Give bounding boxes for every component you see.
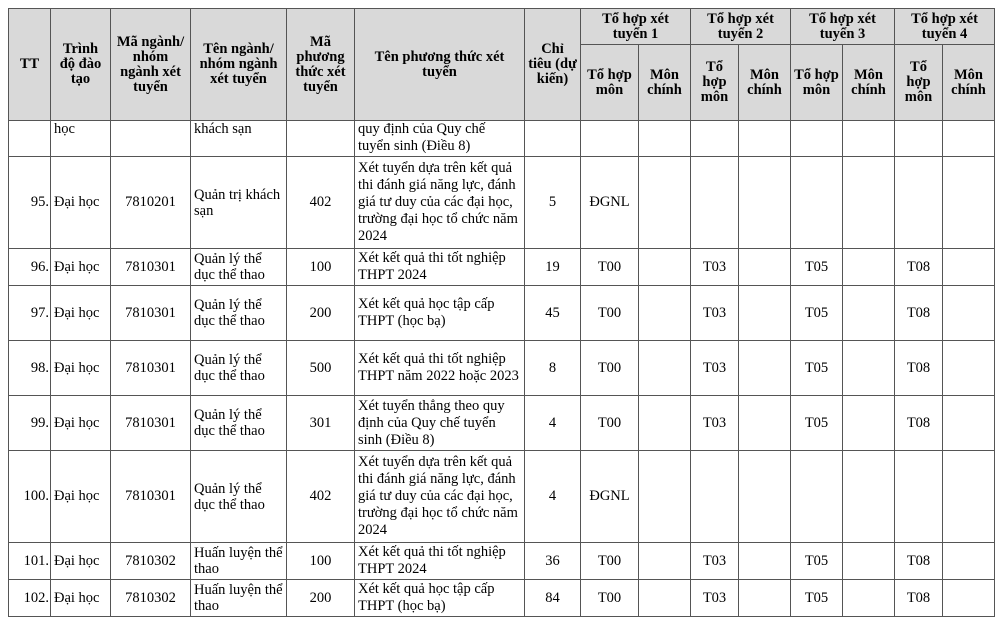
cell-main-4: [943, 451, 995, 543]
table-body: [9, 121, 995, 617]
header-combo: Tổ hợp môn: [581, 45, 639, 121]
cell-combo-4: T08: [895, 249, 943, 286]
cell-tt: 101.: [9, 543, 51, 580]
cell-major: Quản lý thể dục thể thao: [191, 249, 287, 286]
cell-main-2: [739, 157, 791, 249]
cell-code: 7810301: [111, 249, 191, 286]
cell-main-3: [843, 396, 895, 451]
cell-main-2: [739, 121, 791, 157]
cell-method-code: 402: [287, 451, 355, 543]
cell-method-code: 301: [287, 396, 355, 451]
cell-main-1: [639, 580, 691, 617]
cell-combo-3: T05: [791, 396, 843, 451]
header-main-subject: Môn chính: [843, 45, 895, 121]
cell-code: 7810201: [111, 157, 191, 249]
cell-method-name: Xét tuyển thẳng theo quy định của Quy chế tuyển sinh (Điều 8): [355, 396, 525, 451]
cell-combo-2: T03: [691, 580, 739, 617]
cell-combo-3: T05: [791, 543, 843, 580]
cell-level: Đại học: [51, 451, 111, 543]
admission-table-page: [8, 8, 995, 617]
cell-main-3: [843, 121, 895, 157]
cell-combo-4: T08: [895, 396, 943, 451]
table-row: [9, 580, 995, 617]
cell-major: khách sạn: [191, 121, 287, 157]
cell-major: Quản trị khách sạn: [191, 157, 287, 249]
cell-method-code: 200: [287, 286, 355, 341]
cell-combo-1: ĐGNL: [581, 451, 639, 543]
header-quota: Chỉ tiêu (dự kiến): [525, 9, 581, 121]
cell-combo-3: T05: [791, 249, 843, 286]
cell-combo-2: T03: [691, 286, 739, 341]
admission-table: [8, 8, 995, 617]
cell-major: Quản lý thể dục thể thao: [191, 286, 287, 341]
cell-main-4: [943, 396, 995, 451]
cell-code: 7810302: [111, 543, 191, 580]
cell-method-name: Xét tuyển dựa trên kết quả thi đánh giá năng lực, đánh giá tư duy của các đại học, trường đại học tổ chức năm 2024: [355, 451, 525, 543]
cell-method-code: [287, 121, 355, 157]
cell-main-1: [639, 543, 691, 580]
cell-quota: 19: [525, 249, 581, 286]
cell-level: Đại học: [51, 396, 111, 451]
cell-main-2: [739, 341, 791, 396]
cell-level: học: [51, 121, 111, 157]
cell-method-name: Xét kết quả thi tốt nghiệp THPT năm 2022 hoặc 2023: [355, 341, 525, 396]
cell-method-name: quy định của Quy chế tuyển sinh (Điều 8): [355, 121, 525, 157]
cell-combo-4: T08: [895, 543, 943, 580]
table-header: [9, 9, 995, 121]
cell-quota: 45: [525, 286, 581, 341]
cell-combo-3: [791, 451, 843, 543]
cell-tt: 96.: [9, 249, 51, 286]
header-group-2: Tổ hợp xét tuyển 2: [691, 9, 791, 45]
cell-level: Đại học: [51, 341, 111, 396]
cell-method-name: Xét kết quả học tập cấp THPT (học bạ): [355, 580, 525, 617]
cell-main-2: [739, 451, 791, 543]
cell-combo-2: [691, 121, 739, 157]
header-method-name: Tên phương thức xét tuyển: [355, 9, 525, 121]
cell-combo-4: T08: [895, 286, 943, 341]
cell-main-3: [843, 543, 895, 580]
cell-main-1: [639, 157, 691, 249]
cell-combo-1: [581, 121, 639, 157]
cell-main-1: [639, 451, 691, 543]
header-combo: Tổ hợp môn: [791, 45, 843, 121]
cell-main-4: [943, 157, 995, 249]
cell-main-3: [843, 341, 895, 396]
cell-major: Huấn luyện thể thao: [191, 543, 287, 580]
cell-combo-2: T03: [691, 396, 739, 451]
cell-tt: 97.: [9, 286, 51, 341]
cell-quota: 36: [525, 543, 581, 580]
cell-tt: 98.: [9, 341, 51, 396]
cell-level: Đại học: [51, 580, 111, 617]
cell-main-2: [739, 286, 791, 341]
cell-method-code: 200: [287, 580, 355, 617]
cell-method-name: Xét kết quả học tập cấp THPT (học bạ): [355, 286, 525, 341]
header-combo: Tổ hợp môn: [895, 45, 943, 121]
cell-major: Huấn luyện thể thao: [191, 580, 287, 617]
cell-main-2: [739, 249, 791, 286]
cell-method-code: 500: [287, 341, 355, 396]
header-main-subject: Môn chính: [943, 45, 995, 121]
cell-tt: [9, 121, 51, 157]
header-group-3: Tổ hợp xét tuyển 3: [791, 9, 895, 45]
cell-tt: 102.: [9, 580, 51, 617]
cell-code: 7810301: [111, 451, 191, 543]
table-row: [9, 121, 995, 157]
header-code: Mã ngành/ nhóm ngành xét tuyển: [111, 9, 191, 121]
cell-method-name: Xét kết quả thi tốt nghiệp THPT 2024: [355, 249, 525, 286]
cell-quota: 8: [525, 341, 581, 396]
cell-combo-2: [691, 451, 739, 543]
cell-tt: 99.: [9, 396, 51, 451]
cell-major: Quản lý thể dục thể thao: [191, 396, 287, 451]
cell-tt: 100.: [9, 451, 51, 543]
cell-main-3: [843, 286, 895, 341]
cell-method-name: Xét kết quả thi tốt nghiệp THPT 2024: [355, 543, 525, 580]
cell-code: 7810301: [111, 341, 191, 396]
cell-main-4: [943, 121, 995, 157]
cell-main-2: [739, 580, 791, 617]
cell-combo-4: T08: [895, 580, 943, 617]
cell-main-2: [739, 543, 791, 580]
cell-main-3: [843, 580, 895, 617]
cell-combo-1: T00: [581, 396, 639, 451]
cell-code: [111, 121, 191, 157]
cell-combo-1: T00: [581, 286, 639, 341]
cell-level: Đại học: [51, 286, 111, 341]
cell-main-3: [843, 157, 895, 249]
cell-main-1: [639, 341, 691, 396]
cell-main-4: [943, 286, 995, 341]
cell-main-1: [639, 249, 691, 286]
table-row: [9, 396, 995, 451]
cell-combo-1: T00: [581, 580, 639, 617]
cell-main-1: [639, 121, 691, 157]
cell-quota: 5: [525, 157, 581, 249]
header-combo: Tổ hợp môn: [691, 45, 739, 121]
table-row: [9, 543, 995, 580]
cell-combo-2: T03: [691, 543, 739, 580]
header-major: Tên ngành/ nhóm ngành xét tuyển: [191, 9, 287, 121]
cell-level: Đại học: [51, 543, 111, 580]
cell-tt: 95.: [9, 157, 51, 249]
cell-method-name: Xét tuyển dựa trên kết quả thi đánh giá năng lực, đánh giá tư duy của các đại học, trường đại học tổ chức năm 2024: [355, 157, 525, 249]
cell-combo-4: [895, 157, 943, 249]
cell-main-3: [843, 249, 895, 286]
cell-quota: 4: [525, 451, 581, 543]
cell-main-4: [943, 580, 995, 617]
cell-combo-1: ĐGNL: [581, 157, 639, 249]
cell-code: 7810301: [111, 396, 191, 451]
cell-combo-1: T00: [581, 341, 639, 396]
cell-quota: 84: [525, 580, 581, 617]
cell-combo-2: [691, 157, 739, 249]
cell-main-3: [843, 451, 895, 543]
cell-combo-1: T00: [581, 543, 639, 580]
cell-major: Quản lý thể dục thể thao: [191, 451, 287, 543]
table-row: [9, 286, 995, 341]
cell-code: 7810302: [111, 580, 191, 617]
cell-combo-2: T03: [691, 341, 739, 396]
cell-combo-4: [895, 451, 943, 543]
cell-quota: [525, 121, 581, 157]
cell-combo-3: T05: [791, 580, 843, 617]
cell-level: Đại học: [51, 157, 111, 249]
cell-code: 7810301: [111, 286, 191, 341]
cell-combo-3: [791, 157, 843, 249]
header-method-code: Mã phương thức xét tuyển: [287, 9, 355, 121]
header-group-4: Tổ hợp xét tuyển 4: [895, 9, 995, 45]
cell-combo-3: T05: [791, 341, 843, 396]
cell-major: Quản lý thể dục thể thao: [191, 341, 287, 396]
table-row: [9, 451, 995, 543]
cell-combo-3: [791, 121, 843, 157]
cell-combo-4: [895, 121, 943, 157]
cell-combo-3: T05: [791, 286, 843, 341]
header-tt: TT: [9, 9, 51, 121]
header-group-1: Tổ hợp xét tuyển 1: [581, 9, 691, 45]
cell-combo-2: T03: [691, 249, 739, 286]
table-row: [9, 157, 995, 249]
cell-main-4: [943, 543, 995, 580]
cell-main-4: [943, 341, 995, 396]
cell-main-1: [639, 396, 691, 451]
cell-main-2: [739, 396, 791, 451]
header-level: Trình độ đào tạo: [51, 9, 111, 121]
header-main-subject: Môn chính: [639, 45, 691, 121]
cell-main-4: [943, 249, 995, 286]
cell-method-code: 100: [287, 543, 355, 580]
cell-main-1: [639, 286, 691, 341]
cell-method-code: 100: [287, 249, 355, 286]
cell-level: Đại học: [51, 249, 111, 286]
cell-combo-1: T00: [581, 249, 639, 286]
table-row: [9, 341, 995, 396]
cell-combo-4: T08: [895, 341, 943, 396]
cell-method-code: 402: [287, 157, 355, 249]
header-main-subject: Môn chính: [739, 45, 791, 121]
table-row: [9, 249, 995, 286]
cell-quota: 4: [525, 396, 581, 451]
